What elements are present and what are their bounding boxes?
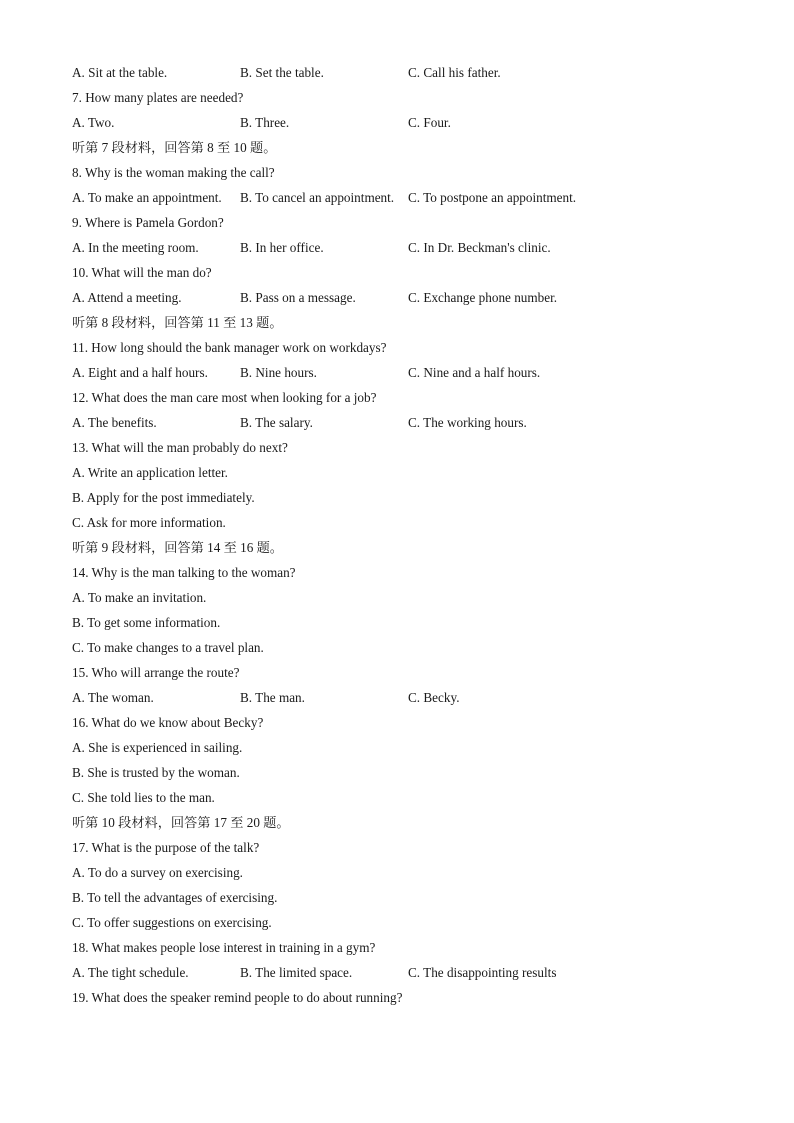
question-text: 7. How many plates are needed? [72, 90, 244, 105]
option-b: B. The man. [240, 690, 305, 705]
options-row [72, 238, 772, 263]
section-instruction: 听第 8 段材料，回答第 11 至 13 题。 [72, 315, 283, 330]
option-line: C. To make changes to a travel plan. [72, 640, 264, 655]
question-text: 15. Who will arrange the route? [72, 665, 240, 680]
option-a: A. The woman. [72, 690, 154, 705]
option-line: A. To make an invitation. [72, 590, 207, 605]
option-a: A. The tight schedule. [72, 965, 189, 980]
question-text: 17. What is the purpose of the talk? [72, 840, 260, 855]
option-a: A. The benefits. [72, 415, 157, 430]
option-c: C. Four. [408, 115, 451, 130]
option-a: A. Two. [72, 115, 115, 130]
options-row [72, 688, 772, 713]
options-row [72, 363, 772, 388]
options-row [72, 963, 772, 988]
question-text: 18. What makes people lose interest in training in a gym? [72, 940, 376, 955]
option-b: B. Nine hours. [240, 365, 317, 380]
options-row [72, 188, 772, 213]
option-line: A. She is experienced in sailing. [72, 740, 243, 755]
section-instruction: 听第 7 段材料，回答第 8 至 10 题。 [72, 140, 277, 155]
question-text: 19. What does the speaker remind people to do about running? [72, 990, 403, 1005]
options-row [72, 288, 772, 313]
option-c: C. Exchange phone number. [408, 290, 558, 305]
question-text: 12. What does the man care most when looking for a job? [72, 390, 377, 405]
option-a: A. Sit at the table. [72, 65, 168, 80]
option-line: C. She told lies to the man. [72, 790, 215, 805]
option-line: C. To offer suggestions on exercising. [72, 915, 272, 930]
option-b: B. Pass on a message. [240, 290, 356, 305]
question-text: 13. What will the man probably do next? [72, 440, 288, 455]
option-c: C. Call his father. [408, 65, 501, 80]
option-a: A. Eight and a half hours. [72, 365, 208, 380]
option-c: C. In Dr. Beckman's clinic. [408, 240, 551, 255]
option-b: B. Three. [240, 115, 290, 130]
options-row [72, 413, 772, 438]
question-text: 16. What do we know about Becky? [72, 715, 264, 730]
option-line: B. To tell the advantages of exercising. [72, 890, 278, 905]
options-row [72, 63, 772, 88]
question-text: 8. Why is the woman making the call? [72, 165, 275, 180]
option-c: C. The disappointing results [408, 965, 557, 980]
option-b: B. To cancel an appointment. [240, 190, 395, 205]
option-line: A. Write an application letter. [72, 465, 228, 480]
document-page [72, 63, 772, 1013]
question-text: 11. How long should the bank manager work on workdays? [72, 340, 387, 355]
option-line: B. She is trusted by the woman. [72, 765, 240, 780]
option-line: B. Apply for the post immediately. [72, 490, 255, 505]
question-text: 14. Why is the man talking to the woman? [72, 565, 296, 580]
option-a: A. To make an appointment. [72, 190, 222, 205]
option-b: B. Set the table. [240, 65, 324, 80]
question-text: 9. Where is Pamela Gordon? [72, 215, 224, 230]
section-instruction: 听第 10 段材料，回答第 17 至 20 题。 [72, 815, 290, 830]
option-b: B. In her office. [240, 240, 324, 255]
option-c: C. Nine and a half hours. [408, 365, 541, 380]
question-text: 10. What will the man do? [72, 265, 212, 280]
option-line: A. To do a survey on exercising. [72, 865, 243, 880]
option-c: C. The working hours. [408, 415, 527, 430]
option-b: B. The salary. [240, 415, 313, 430]
option-c: C. Becky. [408, 690, 460, 705]
option-a: A. In the meeting room. [72, 240, 199, 255]
option-c: C. To postpone an appointment. [408, 190, 577, 205]
option-line: B. To get some information. [72, 615, 221, 630]
section-instruction: 听第 9 段材料，回答第 14 至 16 题。 [72, 540, 283, 555]
option-a: A. Attend a meeting. [72, 290, 182, 305]
option-b: B. The limited space. [240, 965, 353, 980]
option-line: C. Ask for more information. [72, 515, 226, 530]
options-row [72, 113, 772, 138]
